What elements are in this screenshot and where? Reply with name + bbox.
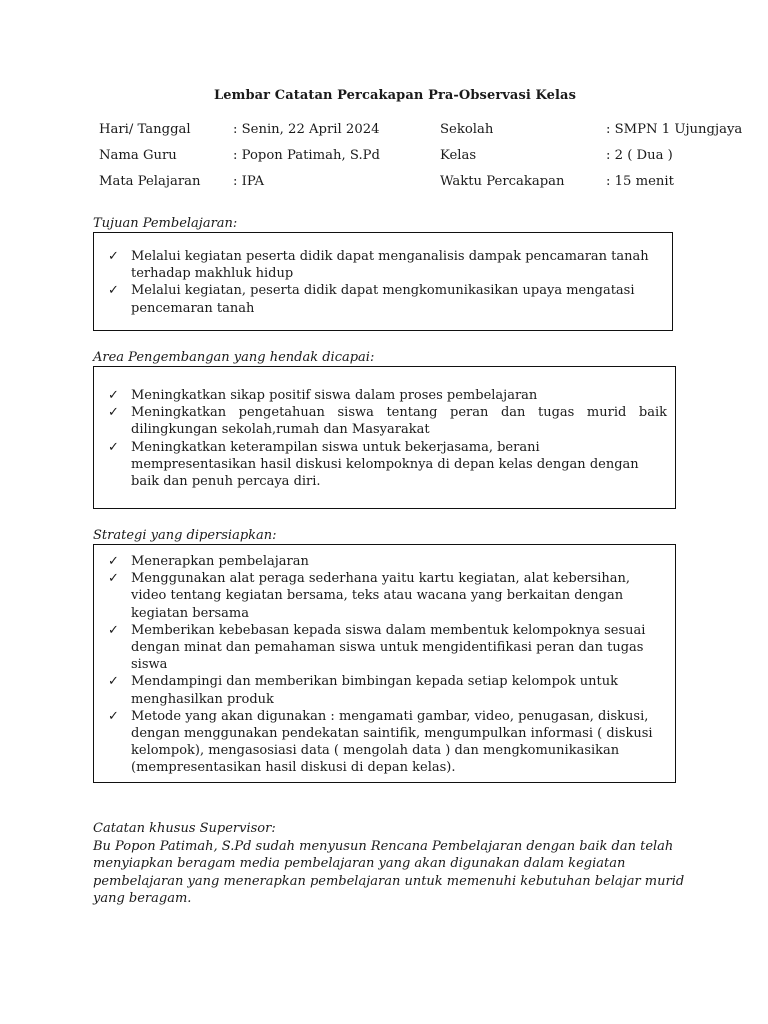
list-item: ✓ Menerapkan pembelajaran (108, 554, 309, 569)
info-label: Hari/ Tanggal (99, 122, 191, 137)
list-item: ✓ Mendampingi dan memberikan bimbingan kepada setiap kelompok untuk menghasilkan produk (108, 674, 618, 707)
info-label: Mata Pelajaran (99, 174, 201, 189)
info-label: Nama Guru (99, 148, 177, 163)
info-value: : 2 ( Dua ) (606, 148, 673, 163)
list-item: ✓ Melalui kegiatan, peserta didik dapat mengkomunikasikan upaya mengatasi pencemaran tanah (108, 283, 635, 316)
info-row-guru (99, 148, 749, 174)
note-text: Bu Popon Patimah, S.Pd sudah menyusun Rencana Pembelajaran dengan baik dan telah menyiapkan beragam media pembelajaran yang akan digunakan dalam kegiatan pembelajaran yang menerapkan pembelajaran untuk memenuhi kebutuhan belajar murid yang beragam. (93, 838, 685, 907)
info-value: : Popon Patimah, S.Pd (233, 148, 380, 163)
check-icon: ✓ (108, 674, 119, 690)
info-label: Kelas (440, 148, 477, 163)
check-icon: ✓ (108, 439, 119, 455)
section-label-tujuan: Tujuan Pembelajaran: (93, 216, 238, 231)
check-icon: ✓ (108, 249, 119, 264)
list-item: ✓ Melalui kegiatan peserta didik dapat menganalisis dampak pencamaran tanah terhadap makhluk hidup (108, 249, 649, 282)
strategi-box (93, 544, 676, 783)
supervisor-note (93, 820, 693, 908)
tujuan-box (93, 232, 673, 331)
document-title: Lembar Catatan Percakapan Pra-Observasi Kelas (214, 88, 576, 103)
check-icon: ✓ (108, 571, 119, 587)
list-item: ✓ Metode yang akan digunakan : mengamati gambar, video, penugasan, diskusi, dengan menggunakan pendekatan saintifik, mengumpulkan informasi ( diskusi kelompok), mengasosiasi data ( mengolah data ) dan mengkomunikasikan (mempresentasikan hasil diskusi di depan kelas). (108, 708, 653, 776)
area-list (94, 387, 675, 490)
check-icon: ✓ (108, 283, 119, 299)
info-table (99, 122, 749, 200)
section-label-strategi: Strategi yang dipersiapkan: (93, 528, 277, 543)
check-icon: ✓ (108, 405, 119, 421)
list-item: ✓ Memberikan kebebasan kepada siswa dalam membentuk kelompoknya sesuai dengan minat dan pemahaman siswa untuk mengidentifikasi peran dan tugas siswa (108, 622, 646, 673)
list-item: ✓ Meningkatkan pengetahuan siswa tentang peran dan tugas murid baik dilingkungan sekolah,rumah dan Masyarakat (108, 405, 667, 438)
info-row-mapel (99, 174, 749, 200)
tujuan-list (94, 248, 672, 317)
info-label: Waktu Percakapan (440, 174, 565, 189)
info-value: : Senin, 22 April 2024 (233, 122, 380, 137)
info-row-hari (99, 122, 749, 148)
check-icon: ✓ (108, 388, 119, 403)
list-item: ✓ Meningkatkan keterampilan siswa untuk bekerjasama, berani mempresentasikan hasil diskusi kelompoknya di depan kelas dengan dengan baik dan penuh percaya diri. (108, 439, 639, 490)
section-label-area: Area Pengembangan yang hendak dicapai: (93, 350, 375, 365)
check-icon: ✓ (108, 708, 119, 724)
area-box (93, 366, 676, 509)
info-value: : SMPN 1 Ujungjaya (606, 122, 743, 137)
check-icon: ✓ (108, 554, 119, 569)
info-value: : IPA (233, 174, 265, 189)
info-value: : 15 menit (606, 174, 674, 189)
note-label: Catatan khusus Supervisor: (93, 821, 276, 836)
info-label: Sekolah (440, 122, 494, 137)
list-item: ✓ Meningkatkan sikap positif siswa dalam proses pembelajaran (108, 388, 538, 403)
list-item: ✓ Menggunakan alat peraga sederhana yaitu kartu kegiatan, alat kebersihan, video tentang kegiatan bersama, teks atau wacana yang berkaitan dengan kegiatan bersama (108, 571, 631, 621)
check-icon: ✓ (108, 622, 119, 638)
strategi-list (94, 553, 675, 777)
